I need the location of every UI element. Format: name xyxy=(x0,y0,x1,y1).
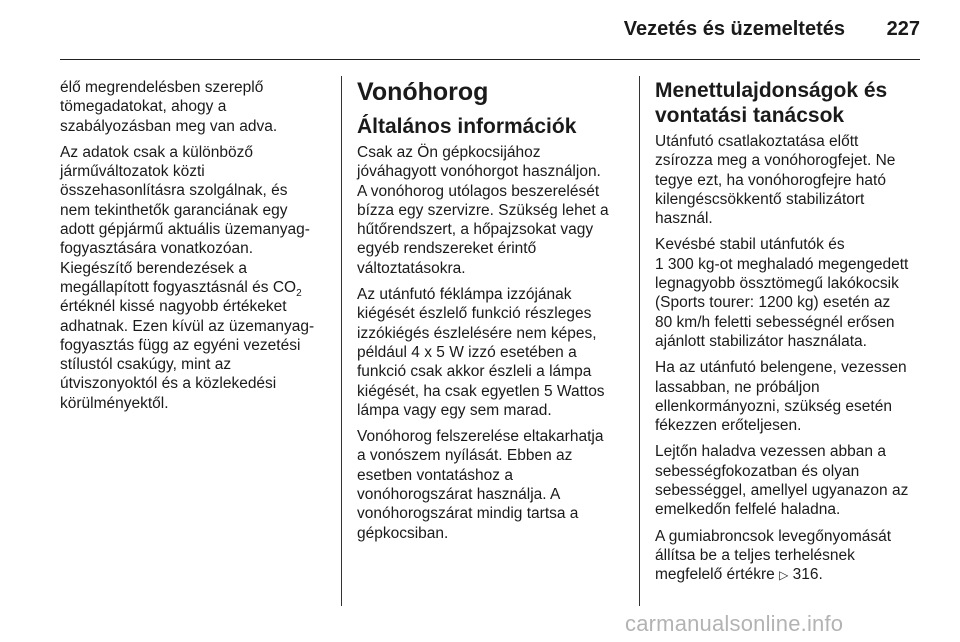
page-reference-arrow-icon: ▷ xyxy=(779,568,789,583)
text-line: 1 300 kg-ot meghaladó megengedett xyxy=(655,255,909,273)
text-line: Csak az Ön gépkocsijához xyxy=(357,144,541,161)
paragraph xyxy=(357,143,627,278)
text-line: fogyasztás függ az egyéni vezetési xyxy=(60,336,301,354)
section-heading xyxy=(655,78,925,128)
watermark: carmanualsonline.info xyxy=(625,611,844,636)
text-line: ajánlott stabilizátor használata. xyxy=(655,332,867,350)
text-line: kilengéscsökkentő stabilizátort xyxy=(655,190,865,208)
heading-line: vontatási tanácsok xyxy=(655,104,845,127)
text-line: Kiegészítő berendezések a xyxy=(60,259,247,277)
paragraph xyxy=(655,527,925,586)
text-line: Lejtőn haladva vezessen abban a xyxy=(655,443,886,461)
text-line: zsírozza meg a vonóhorogfejet. Ne xyxy=(655,152,896,170)
text-line: szabályozásban meg van adva. xyxy=(60,117,278,135)
text-line: esetben vontatáshoz a xyxy=(357,466,513,484)
text-line: járműváltozatok közti xyxy=(60,163,205,181)
text-line: tegye ezt, ha vonóhorogfejre ható xyxy=(655,171,886,189)
text-line: 80 km/h feletti sebességnél erősen xyxy=(655,313,895,331)
column-divider-right xyxy=(639,76,640,606)
text-line: sebességfokozatban és olyan xyxy=(655,462,860,480)
paragraph xyxy=(60,143,335,413)
text-line: Kevésbé stabil utánfutók és xyxy=(655,236,845,254)
paragraph xyxy=(655,132,925,228)
text-line: adhatnak. Ezen kívül az üzemanyag- xyxy=(60,317,315,335)
paragraph xyxy=(655,358,925,435)
paragraph xyxy=(357,285,627,420)
text-line: például 4 x 5 W izzó esetében a xyxy=(357,343,577,361)
text-line: Ha az utánfutó belengene, vezessen xyxy=(655,359,907,377)
subsection-title: Általános információk xyxy=(357,115,577,138)
text-line xyxy=(60,278,335,300)
column-1 xyxy=(60,78,335,420)
text-line: A vonóhorog utólagos beszerelését xyxy=(357,182,600,200)
text-line: bízza egy szervizre. Szükség lehet a xyxy=(357,201,609,219)
text-line: útviszonyoktól és a közlekedési xyxy=(60,375,277,393)
paragraph xyxy=(357,427,627,543)
text-line: vonóhorogszárat mindig tartsa a xyxy=(357,505,579,523)
text-line: lassabban, ne próbáljon xyxy=(655,378,820,396)
heading-line: Menettulajdonságok és xyxy=(655,79,888,102)
text-line: lámpa vagy egy sem marad. xyxy=(357,401,552,419)
text-line: gépkocsiban. xyxy=(357,524,449,542)
section-title: Vonóhorog xyxy=(357,78,489,106)
text-line: fogyasztására vonatkozóan. xyxy=(60,240,254,258)
text-line: nem tekinthetők garanciának egy xyxy=(60,201,288,219)
text-line: adott gépjármű aktuális üzemanyag- xyxy=(60,221,310,239)
text-line: kiégését, ha csak egyetlen 5 Wattos xyxy=(357,382,605,400)
text-line: állítsa be a teljes terhelésnek xyxy=(655,546,855,564)
text-line: Az adatok csak a különböző xyxy=(60,143,254,161)
page-number: 227 xyxy=(886,18,920,40)
text-line: egyéb rendszereket érintő xyxy=(357,240,537,258)
text-line: körülményektől. xyxy=(60,394,169,412)
text-line: jóváhagyott vonóhorgot használjon. xyxy=(357,163,601,181)
text-line: kiégését észlelő funkció részleges xyxy=(357,305,592,323)
co2-text: megállapított fogyasztásnál és CO xyxy=(60,278,297,296)
text-line: Utánfutó csatlakoztatása előtt xyxy=(655,133,859,150)
co2-subscript: 2 xyxy=(296,288,302,300)
header-title: Vezetés és üzemeltetés xyxy=(623,18,845,40)
text-line: funkció csak akkor észleli a lámpa xyxy=(357,363,592,381)
text-line: fékezzen erőteljesen. xyxy=(655,417,802,435)
column-2 xyxy=(357,78,627,550)
text-line: legnagyobb össztömegű lakókocsik xyxy=(655,275,899,293)
text-line xyxy=(655,565,925,585)
text-fragment: megfelelő értékre xyxy=(655,566,780,584)
text-line: sebességgel, amellyel ugyanazon az xyxy=(655,482,909,500)
header-rule xyxy=(60,59,920,60)
text-line: Az utánfutó féklámpa izzójának xyxy=(357,286,572,304)
text-line: emelkedőn felfelé haladna. xyxy=(655,501,841,519)
text-line: összehasonlításra szolgálnak, és xyxy=(60,182,288,200)
paragraph xyxy=(655,235,925,351)
text-line: változtatásokra. xyxy=(357,259,466,277)
column-divider-left xyxy=(341,76,342,606)
text-line: A gumiabroncsok levegőnyomását xyxy=(655,527,892,545)
paragraph xyxy=(655,442,925,519)
text-line: élő megrendelésben szereplő xyxy=(60,79,264,96)
paragraph xyxy=(60,78,335,136)
text-line: hűtőrendszert, a hőpajzsokat vagy xyxy=(357,221,594,239)
text-line: vonóhorogszárat használja. A xyxy=(357,486,561,504)
text-line: stílustól csakúgy, mint az xyxy=(60,356,232,374)
text-line: (Sports tourer: 1200 kg) esetén az xyxy=(655,294,891,312)
page-reference[interactable]: 316. xyxy=(788,566,823,584)
text-line: értéknél kissé nagyobb értékeket xyxy=(60,298,287,316)
text-line: izzókiégés észlelésére nem képes, xyxy=(357,324,597,342)
column-3 xyxy=(655,78,925,593)
text-line: használ. xyxy=(655,210,713,228)
text-line: Vonóhorog felszerelése eltakarhatja xyxy=(357,428,604,446)
text-line: tömegadatokat, ahogy a xyxy=(60,98,227,116)
text-line: a vonószem nyílását. Ebben az xyxy=(357,447,573,465)
text-line: ellenkormányozni, szükség esetén xyxy=(655,397,892,415)
